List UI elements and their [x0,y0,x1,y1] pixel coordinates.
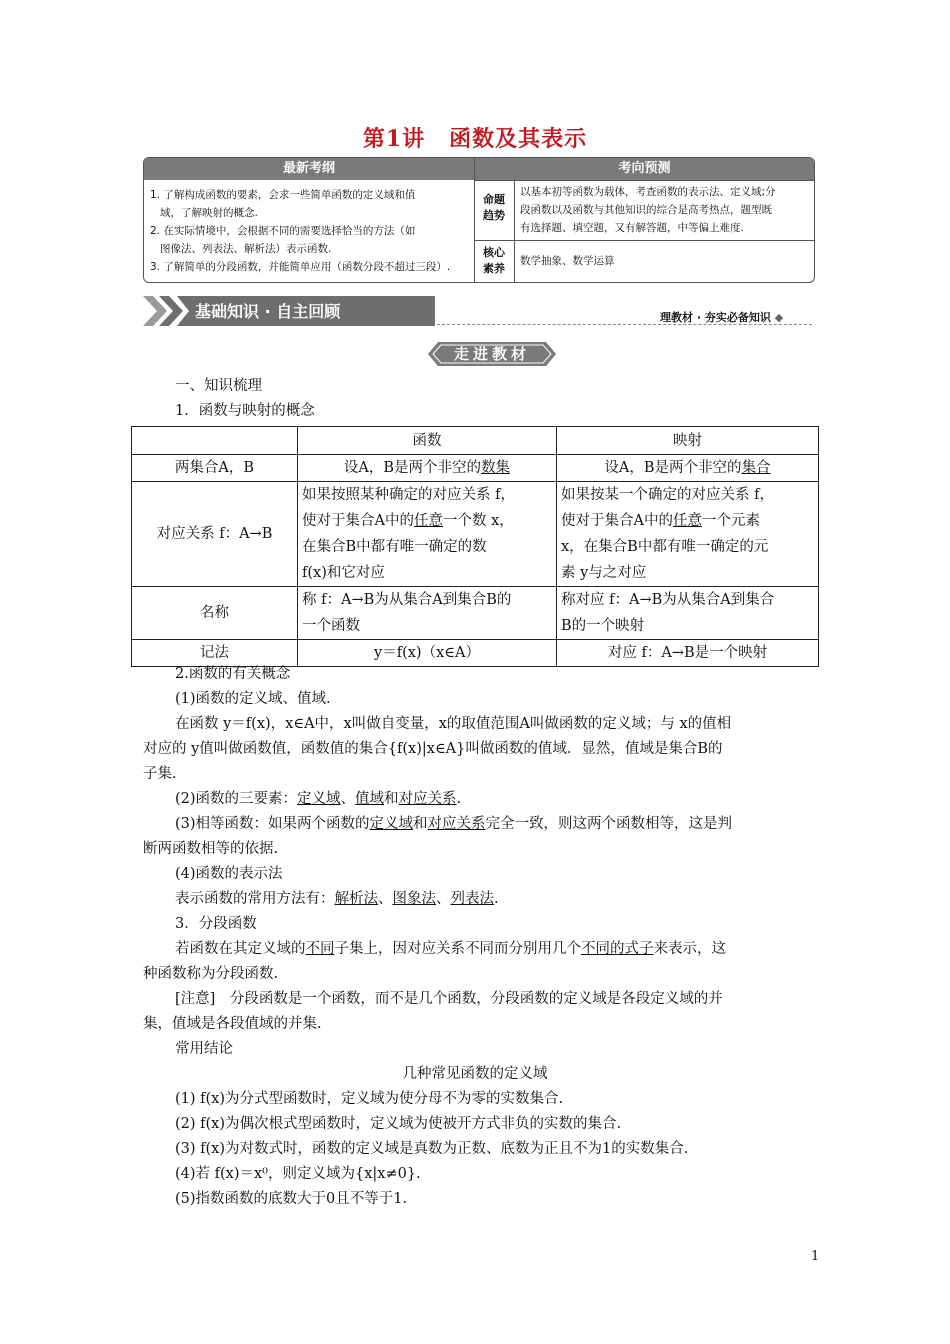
subsection-heading: 3．分段函数 [175,916,257,932]
note: [注意] 分段函数是一个函数，而不是几个函数，分段函数的定义域是各段定义域的并 [175,991,723,1007]
syllabus-line: 域，了解映射的概念. [160,207,258,219]
table-row: 两集合A，B 设A，B是两个非空的数集 设A，B是两个非空的集合 [132,455,819,482]
syllabus-header: 最新考纲 [144,158,474,180]
paragraph: 种函数称为分段函数. [143,966,279,982]
list-item: (2) f(x)为偶次根式型函数时，定义域为使被开方式非负的实数的集合. [175,1116,622,1132]
trend-text: 以基本初等函数为载体，考查函数的表示法、定义域;分 段函数以及函数与其他知识的综合是高考热点，题型既 有选择题、填空题，又有解答题，中等偏上难度. [520,186,776,234]
section-heading: 一、知识梳理 [175,378,262,394]
banner-title: 基础知识 · 自主回顾 [195,302,341,321]
banner-subtitle: 理教材 · 夯实必备知识 ◆ [660,311,784,324]
paragraph: (3)相等函数：如果两个函数的定义域和对应关系完全一致，则这两个函数相等，这是判 [175,816,733,832]
note: 集，值域是各段值域的并集. [143,1016,322,1032]
table-header: 函数 [298,427,557,455]
title-lecture: 第1讲 [362,126,426,152]
paragraph: 表示函数的常用方法有：解析法、图象法、列表法. [175,891,499,907]
trend-tag: 命题 趋势 [483,193,505,222]
table-header: 映射 [557,427,819,455]
paragraph: (4)函数的表示法 [175,866,283,882]
page-number: 1 [811,1249,820,1264]
section-pill [428,342,556,366]
list-item: (5)指数函数的底数大于0且不等于1. [175,1191,408,1207]
divider [474,158,475,282]
syllabus-list [144,180,474,282]
paragraph: 断两函数相等的依据. [143,841,279,857]
syllabus-line: 1. 了解构成函数的要素，会求一些简单函数的定义域和值 [150,189,416,201]
literacy-text: 数学抽象、数学运算 [520,255,615,267]
paragraph: 若函数在其定义域的不同子集上，因对应关系不同而分别用几个不同的式子来表示，这 [175,941,726,957]
title-topic: 函数及其表示 [449,126,588,152]
paragraph: 对应的 y值叫做函数值，函数值的集合{f(x)|x∈A}叫做函数的值域．显然，值域是集合B的 [143,741,723,757]
list-item: (3) f(x)为对数式时，函数的定义域是真数为正数、底数为正且不为1的实数集合. [175,1141,689,1157]
list-item: (4)若 f(x)＝x⁰，则定义域为{x|x≠0}. [175,1166,421,1182]
section-banner [143,296,435,326]
paragraph: (1)函数的定义域、值域. [175,691,331,707]
paragraph: (2)函数的三要素：定义域、值域和对应关系. [175,791,462,807]
table-row: 名称 称 f：A→B为从集合A到集合B的 一个函数 称对应 f：A→B为从集合A到集合 B的一个映射 [132,587,819,640]
syllabus-box [143,157,815,283]
subsection-heading: 常用结论 [175,1041,233,1057]
table-row: 对应关系 f：A→B 如果按照某种确定的对应关系 f， 使对于集合A中的任意一个数 x， 在集合B中都有唯一确定的数 f(x)和它对应 如果按某一个确定的对应关系 f， 使对于集合A中的任意一个元素 x，在集合B中都有唯一确定的元 素 y与之对应 [132,482,819,587]
table-row: 记法 y＝f(x)（x∈A） 对应 f：A→B是一个映射 [132,640,819,667]
syllabus-line: 2. 在实际情境中，会根据不同的需要选择恰当的方法（如 [150,225,416,237]
list-item: (1) f(x)为分式型函数时，定义域为使分母不为零的实数集合. [175,1091,564,1107]
page-title [0,122,950,153]
paragraph: 在函数 y＝f(x)，x∈A中，x叫做自变量，x的取值范围A叫做函数的定义域；与 x的值相 [175,716,732,732]
concept-table [131,426,819,667]
paragraph: 子集. [143,766,177,782]
pill-label: 走进教材 [453,345,530,363]
syllabus-line: 图像法、列表法、解析法）表示函数. [160,243,332,255]
subsection-heading: 2.函数的有关概念 [175,666,291,682]
subsection-heading: 1．函数与映射的概念 [175,403,315,419]
list-title: 几种常见函数的定义域 [402,1066,548,1082]
forecast-header: 考向预测 [475,158,814,180]
literacy-tag: 核心 素养 [483,246,505,275]
table-header [132,427,298,455]
syllabus-line: 3. 了解简单的分段函数，并能简单应用（函数分段不超过三段）. [150,261,451,273]
